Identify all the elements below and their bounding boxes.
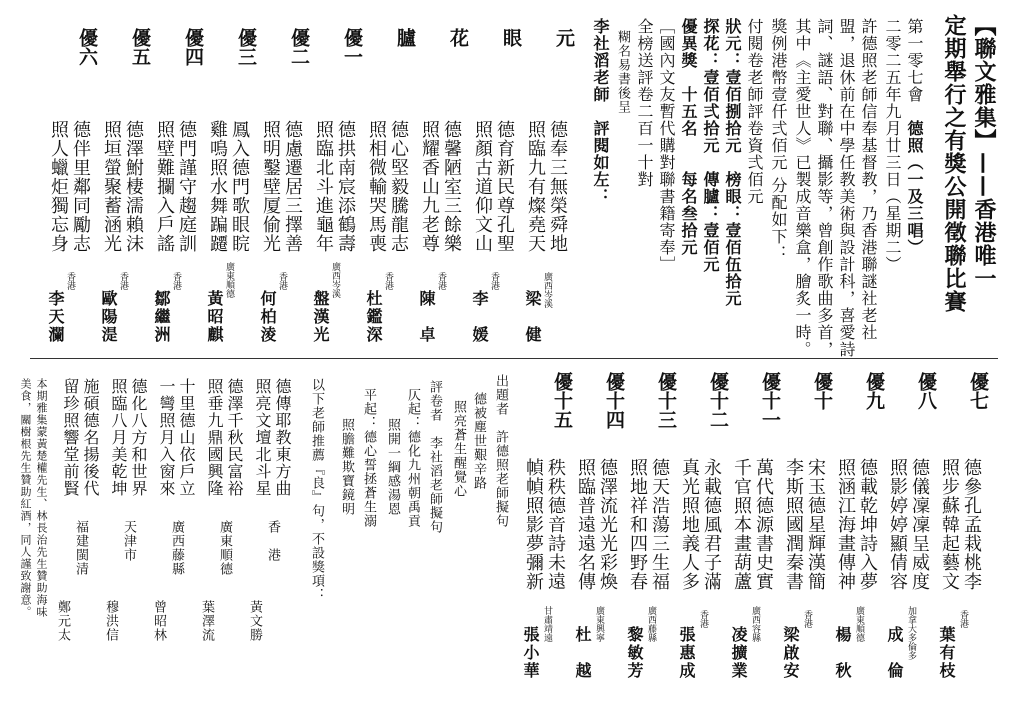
author-place: 香港 xyxy=(802,610,812,628)
author-name: 何柏淩 xyxy=(258,290,277,344)
rank-label: 優十二 xyxy=(707,372,729,429)
rec-line: 十里德山依戶立 xyxy=(177,378,196,497)
result-entry xyxy=(626,364,686,714)
author-name: 葉有枝 xyxy=(937,626,956,680)
poem-line: 真光照地義人多 xyxy=(679,458,700,591)
rec-place: 廣西藤縣 xyxy=(169,520,184,576)
author-place: 香港 xyxy=(489,272,499,290)
rank-label: 優八 xyxy=(915,372,937,410)
rec-line: 留珍照響堂前賢 xyxy=(61,378,80,497)
poem-line: 德門謹守趨庭訓 xyxy=(176,120,197,253)
author-name: 李 媛 xyxy=(470,290,489,344)
poem-line: 照臨九有燦堯天 xyxy=(525,120,546,253)
prize-line1: 狀元：壹佰捌拾元 榜眼：壹佰伍拾元 xyxy=(723,18,742,307)
result-entry xyxy=(886,364,946,714)
rec-name: 穆洪信 xyxy=(103,600,118,642)
rank-label: 優十四 xyxy=(603,372,625,429)
rec-line: 施碩德名揚後代 xyxy=(81,378,100,497)
rank-label: 優二 xyxy=(288,28,310,66)
author-name: 鄒繼洲 xyxy=(152,290,171,344)
rec-line: 德澤千秋民富裕 xyxy=(225,378,244,497)
author-place: 香港 xyxy=(698,610,708,628)
session-title: 德照（一及三唱） xyxy=(905,120,924,256)
poem-line: 萬代德源書史實 xyxy=(753,458,774,591)
rec-name: 曾昭林 xyxy=(151,600,166,642)
result-entry xyxy=(730,364,790,714)
rank-label: 花 xyxy=(447,28,469,47)
poem-line: 照步蘇韓起藝文 xyxy=(939,458,960,591)
rec-name: 葉澤流 xyxy=(199,600,214,642)
result-entry xyxy=(520,0,580,350)
poem-line: 照地祥和四野春 xyxy=(627,458,648,591)
result-entry xyxy=(678,364,738,714)
rec-name: 黃文勝 xyxy=(247,600,262,642)
recommend-entry xyxy=(196,0,250,724)
prize-note: 付閱卷老師評卷資弍佰元 xyxy=(745,18,764,205)
result-entry xyxy=(574,364,634,714)
author-place: 香港 xyxy=(171,272,181,290)
result-entry xyxy=(522,364,582,714)
author-place: 香港 xyxy=(65,272,75,290)
setter-label: 出題者 許德照老師擬句 xyxy=(493,374,508,528)
poem-line: 照人蠟炬獨忘身 xyxy=(48,120,69,253)
poem-line: 照影婷婷顯倩容 xyxy=(887,458,908,591)
prize-line4: ［國內文友暫代購對聯書籍寄奉］ xyxy=(657,18,676,273)
poem-line: 鳳入德門歌眼睆 xyxy=(229,120,250,253)
rank-label: 優六 xyxy=(76,28,98,66)
rec-place: 天津市 xyxy=(121,520,136,562)
author-place: 香港 xyxy=(436,272,446,290)
rec-line: 德化八方和世界 xyxy=(129,378,148,497)
rank-label: 元 xyxy=(553,28,575,47)
author-name: 黎敏芳 xyxy=(625,626,644,680)
rec-place: 香 港 xyxy=(265,520,280,562)
result-entry xyxy=(782,364,842,714)
poem-line: 德馨陋室三餘樂 xyxy=(441,120,462,253)
author-place: 廣西岑溪 xyxy=(330,262,340,298)
poem-line: 德儀凜凜呈威度 xyxy=(909,458,930,591)
rec-line: 照垂九鼎國興隆 xyxy=(205,378,224,497)
thanks-line: 美食，關樹根先生贊助紅酒，同人謹致謝意。 xyxy=(19,378,32,618)
author-place: 香港 xyxy=(958,610,968,628)
author-name: 梁 健 xyxy=(523,290,542,344)
poem-line: 德伴里鄰同勵志 xyxy=(70,120,91,253)
judge-line: 照開一綱感湯恩 xyxy=(385,418,400,516)
recommend-entry xyxy=(244,0,294,724)
author-place: 香港 xyxy=(118,272,128,290)
author-name: 杜 越 xyxy=(573,626,592,680)
poem-line: 照臨北斗進龜年 xyxy=(313,120,334,253)
rank-label: 優三 xyxy=(235,28,257,66)
recommend-entry xyxy=(52,0,102,724)
session-line xyxy=(906,18,922,256)
poem-line: 李斯照國潤秦書 xyxy=(783,458,804,591)
intro-line: 其中《主愛世人》已製成音樂盒，膾炙一時。 xyxy=(793,18,812,358)
rank-label: 優四 xyxy=(182,28,204,66)
poem-line: 幀幀照影夢彌新 xyxy=(523,458,544,591)
author-name: 凌擴業 xyxy=(729,626,748,680)
rec-place: 福建閩清 xyxy=(73,520,88,576)
poem-line: 德參孔孟栽桃李 xyxy=(961,458,982,591)
judge-label: 評卷者 李社滔老師擬句 xyxy=(427,380,442,534)
setter-line: 德被塵世艱辛路 xyxy=(471,392,486,490)
result-entry xyxy=(467,0,527,350)
rank-label: 眼 xyxy=(500,28,522,47)
author-name: 陳 卓 xyxy=(417,290,436,344)
rank-label: 優五 xyxy=(129,28,151,66)
setter-line: 照亮蒼生醒覺心 xyxy=(451,400,466,498)
prize-line6: 糊名易書後呈 xyxy=(615,30,630,114)
author-name: 張惠成 xyxy=(677,626,696,680)
author-place: 廣東興寧 xyxy=(594,606,604,642)
poem-line: 雞鳴照水舞蹁躚 xyxy=(207,120,228,253)
intro-line: 許德照老師信奉基督教，乃香港聯謎社老社 xyxy=(859,18,878,341)
rank-label: 優十 xyxy=(811,372,833,410)
rank-label: 優十三 xyxy=(655,372,677,429)
rec-line: 德傳耶教東方曲 xyxy=(273,378,292,497)
poem-line: 照明鑿壁厦偷光 xyxy=(260,120,281,253)
poem-line: 德澤鮒棲濡賴沫 xyxy=(123,120,144,253)
intro-line: 詞、謎語、對聯、攝影等，曾創作歌曲多首， xyxy=(815,18,834,358)
rec-place: 廣東順德 xyxy=(217,520,232,576)
rank-label: 優一 xyxy=(341,28,363,66)
judge-line: 平起：德心誓拯蒼生溺 xyxy=(361,388,376,528)
author-place: 廣東順德 xyxy=(854,606,864,642)
result-entry xyxy=(308,0,368,350)
poem-line: 德心堅毅騰龍志 xyxy=(388,120,409,253)
author-name: 成 倫 xyxy=(885,626,904,680)
author-place: 廣西岑溪 xyxy=(542,272,552,308)
title-line2: 定期舉行之有獎公開徵聯比賽 xyxy=(941,14,966,313)
judge-line: 仄起：德化九州朝禹貢 xyxy=(405,388,420,528)
author-place: 加拿大多倫多 xyxy=(906,606,916,660)
poem-line: 照耀香山九老尊 xyxy=(419,120,440,253)
author-name: 盤漢光 xyxy=(311,290,330,344)
date-line: 二零二五年九月廿三日（星期二） xyxy=(883,18,902,273)
poem-line: 德載乾坤詩入夢 xyxy=(857,458,878,591)
rec-line: 一彎照月入窗來 xyxy=(157,378,176,497)
prize-line5: 全榜送評卷二百一十對 xyxy=(635,18,654,188)
author-place: 廣西藤縣 xyxy=(646,606,656,642)
intro-line: 盟，退休前在中學任教美術與設計科，喜愛詩 xyxy=(837,18,856,358)
poem-line: 永載德風君子滿 xyxy=(701,458,722,591)
poem-line: 秩秩德音詩未遠 xyxy=(545,458,566,591)
author-name: 黃昭麒 xyxy=(205,290,224,344)
thanks-line: 本期雅集蒙黃楚權先生、林長治先生贊助海味 xyxy=(35,378,48,618)
author-name: 梁啟安 xyxy=(781,626,800,680)
poem-line: 德拱南宸添鶴壽 xyxy=(335,120,356,253)
title-line1: 【聯文雅集】——香港唯一 xyxy=(971,14,996,290)
rank-label: 優十一 xyxy=(759,372,781,429)
rank-label: 優十五 xyxy=(551,372,573,429)
author-place: 香港 xyxy=(277,272,287,290)
poem-line: 照顏古道仰文山 xyxy=(472,120,493,253)
poem-line: 德澤流光光彩煥 xyxy=(597,458,618,591)
rank-label: 臚 xyxy=(394,28,416,47)
poem-line: 德育新民尊孔聖 xyxy=(494,120,515,253)
author-name: 歐陽湜 xyxy=(99,290,118,344)
session-number: 第一零七會 xyxy=(905,18,924,103)
poem-line: 照壁難攔入戶謠 xyxy=(154,120,175,253)
poem-line: 德奉三無榮舜地 xyxy=(547,120,568,253)
poem-line: 宋玉德星輝漢簡 xyxy=(805,458,826,591)
author-place: 香港 xyxy=(383,272,393,290)
poem-line: 德天浩蕩三生福 xyxy=(649,458,670,591)
result-entry xyxy=(361,0,421,350)
prize-line7: 李社滔老師 評閱如左： xyxy=(591,18,610,205)
prize-line3: 優異獎 十五名 每名叁拾元 xyxy=(679,18,698,256)
author-place: 廣西容縣 xyxy=(750,606,760,642)
rec-line: 照臨八月美乾坤 xyxy=(109,378,128,497)
poem-line: 德慮遷居三擇善 xyxy=(282,120,303,253)
rank-label: 優九 xyxy=(863,372,885,410)
author-name: 張小華 xyxy=(521,626,540,680)
recommend-entry xyxy=(148,0,198,724)
judge-line: 照膽難欺寶鏡明 xyxy=(339,418,354,516)
poem-line: 照涵江海畫傳神 xyxy=(835,458,856,591)
poem-line: 照垣螢聚蓄涵光 xyxy=(101,120,122,253)
poem-line: 照臨普遠遠名傳 xyxy=(575,458,596,591)
author-name: 楊 秋 xyxy=(833,626,852,680)
recommend-label: 以下老師推薦『良』句，不設獎項： xyxy=(309,378,324,602)
poem-line: 照相微輸哭馬喪 xyxy=(366,120,387,253)
result-entry xyxy=(834,364,894,714)
intro-line: 獎例港幣壹仟弍佰元 分配如下： xyxy=(769,18,788,263)
author-place: 廣東順德 xyxy=(224,262,234,298)
author-place: 甘肅靖遠 xyxy=(542,606,552,642)
author-name: 杜鑑深 xyxy=(364,290,383,344)
result-entry xyxy=(938,364,998,714)
rec-name: 鄭元太 xyxy=(55,600,70,642)
recommend-entry xyxy=(100,0,150,724)
rec-line: 照亮文壇北斗星 xyxy=(253,378,272,497)
prize-line2: 探花：壹佰弍拾元 傳臚：壹佰元 xyxy=(701,18,720,273)
poem-line: 千官照本畫葫蘆 xyxy=(731,458,752,591)
result-entry xyxy=(414,0,474,350)
author-name: 李天瀾 xyxy=(46,290,65,344)
rank-label: 優七 xyxy=(967,372,989,410)
